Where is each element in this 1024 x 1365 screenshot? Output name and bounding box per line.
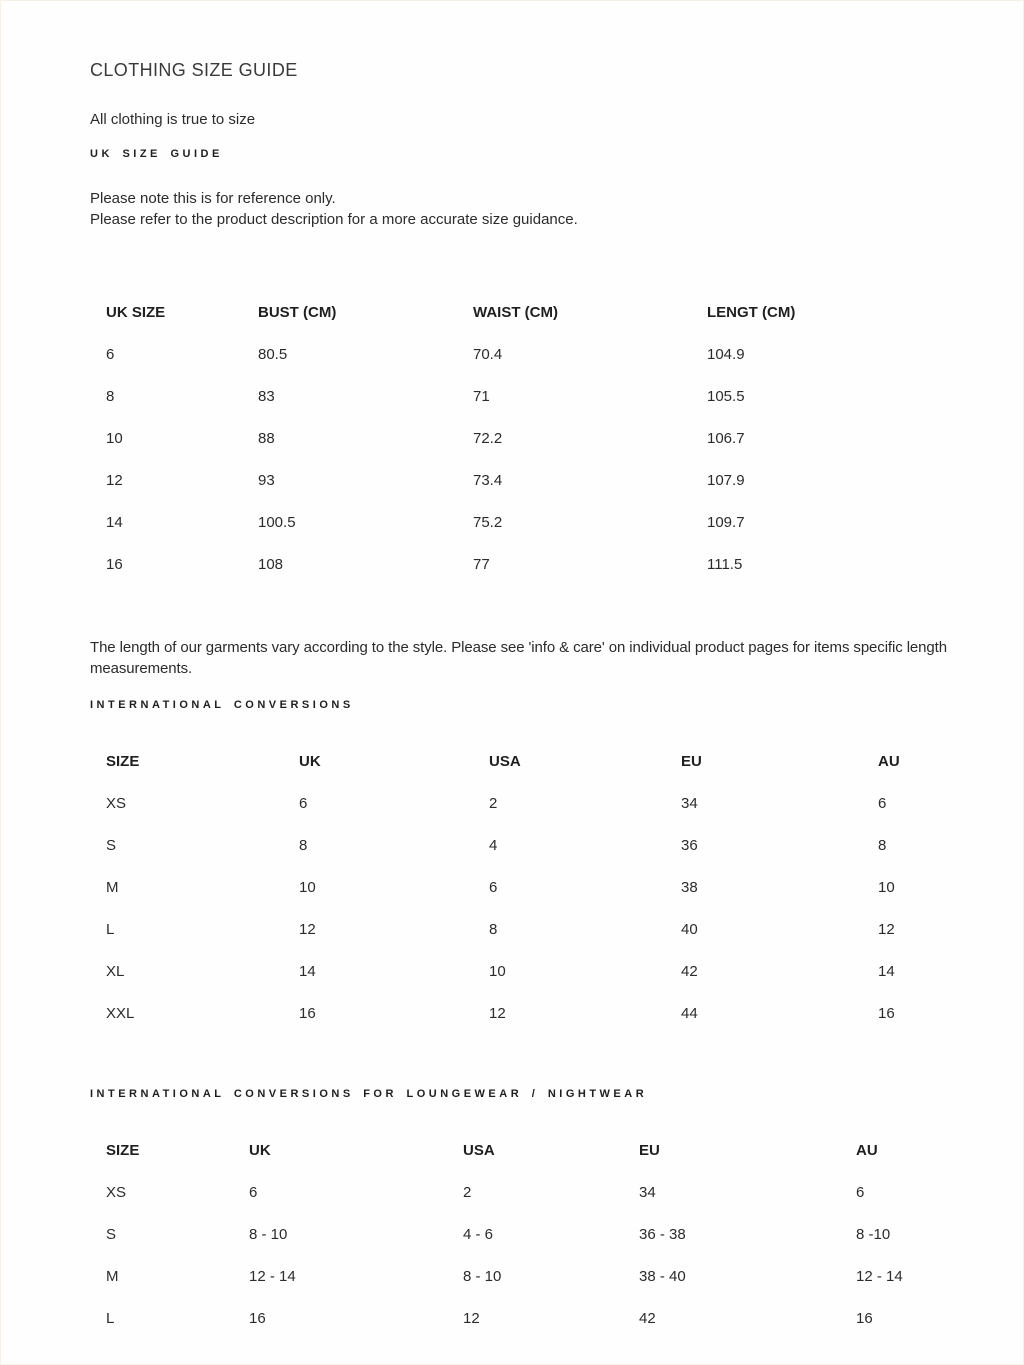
table-cell: 16 [878, 1004, 895, 1022]
table-cell: 2 [463, 1183, 472, 1201]
table-row [106, 782, 936, 824]
column-header: UK SIZE [106, 303, 166, 321]
table-cell: 6 [489, 878, 498, 896]
table-cell: 38 - 40 [639, 1267, 686, 1285]
table-cell: 44 [681, 1004, 698, 1022]
intro-text: All clothing is true to size [90, 111, 256, 128]
table-cell: M [106, 878, 119, 896]
column-header: EU [681, 752, 702, 770]
table-cell: 12 - 14 [249, 1267, 296, 1285]
table-row [106, 1255, 936, 1297]
table-cell: 12 [299, 920, 316, 938]
reference-note-line-1: Please note this is for reference only. [90, 190, 336, 207]
table-cell: 111.5 [707, 555, 743, 573]
table-cell: 42 [639, 1309, 656, 1327]
column-header: AU [878, 752, 900, 770]
table-cell: 6 [299, 794, 308, 812]
table-cell: 12 - 14 [856, 1267, 903, 1285]
table-row [106, 1297, 936, 1339]
international-conversions-header-row [106, 740, 936, 782]
table-cell: 34 [639, 1183, 656, 1201]
table-cell: 10 [299, 878, 316, 896]
table-cell: XL [106, 962, 125, 980]
table-cell: 10 [878, 878, 895, 896]
column-header: UK [299, 752, 321, 770]
column-header: USA [489, 752, 521, 770]
table-cell: S [106, 836, 117, 854]
table-cell: 70.4 [473, 345, 503, 363]
uk-size-table [106, 291, 867, 585]
table-cell: 77 [473, 555, 490, 573]
table-cell: 71 [473, 387, 490, 405]
table-cell: 109.7 [707, 513, 745, 531]
table-cell: XS [106, 794, 127, 812]
table-cell: 6 [106, 345, 115, 363]
table-cell: 4 [489, 836, 498, 854]
table-cell: 8 - 10 [249, 1225, 288, 1243]
table-cell: 12 [106, 471, 123, 489]
column-header: WAIST (CM) [473, 303, 558, 321]
table-cell: 88 [258, 429, 275, 447]
table-cell: 36 [681, 836, 698, 854]
table-cell: 4 - 6 [463, 1225, 494, 1243]
column-header: UK [249, 1141, 271, 1159]
reference-note-line-2: Please refer to the product description for a more accurate size guidance. [90, 211, 578, 228]
table-cell: 38 [681, 878, 698, 896]
table-cell: S [106, 1225, 117, 1243]
column-header: USA [463, 1141, 495, 1159]
table-row [106, 908, 936, 950]
table-cell: 34 [681, 794, 698, 812]
table-cell: 14 [106, 513, 123, 531]
international-conversions-table [106, 740, 936, 1034]
table-cell: 83 [258, 387, 275, 405]
loungewear-conversions-table [106, 1129, 936, 1339]
table-cell: 105.5 [707, 387, 745, 405]
table-cell: 8 [299, 836, 308, 854]
table-cell: 6 [249, 1183, 258, 1201]
table-cell: 107.9 [707, 471, 745, 489]
table-cell: 8 [878, 836, 887, 854]
table-cell: 16 [249, 1309, 266, 1327]
table-row [106, 459, 867, 501]
table-cell: 73.4 [473, 471, 503, 489]
table-row [106, 333, 867, 375]
table-row [106, 824, 936, 866]
table-cell: 8 - 10 [463, 1267, 502, 1285]
table-row [106, 1213, 936, 1255]
table-cell: L [106, 1309, 115, 1327]
column-header: EU [639, 1141, 660, 1159]
table-cell: 93 [258, 471, 275, 489]
column-header: SIZE [106, 1141, 140, 1159]
table-cell: 8 [106, 387, 115, 405]
table-cell: 12 [489, 1004, 506, 1022]
table-cell: 10 [489, 962, 506, 980]
table-cell: 8 [489, 920, 498, 938]
table-cell: 12 [463, 1309, 480, 1327]
table-cell: 100.5 [258, 513, 296, 531]
table-row [106, 1171, 936, 1213]
table-cell: 10 [106, 429, 123, 447]
table-cell: 6 [856, 1183, 865, 1201]
table-cell: 80.5 [258, 345, 288, 363]
table-row [106, 950, 936, 992]
table-cell: XXL [106, 1004, 135, 1022]
column-header: LENGT (CM) [707, 303, 796, 321]
table-cell: 106.7 [707, 429, 745, 447]
column-header: AU [856, 1141, 878, 1159]
table-row [106, 866, 936, 908]
reference-note [90, 188, 995, 230]
page-title: CLOTHING SIZE GUIDE [90, 60, 298, 80]
loungewear-conversions-header-row [106, 1129, 936, 1171]
section-heading-uk-size-guide: UK SIZE GUIDE [90, 148, 223, 160]
table-cell: 14 [299, 962, 316, 980]
table-cell: 16 [299, 1004, 316, 1022]
table-cell: 14 [878, 962, 895, 980]
column-header: BUST (CM) [258, 303, 337, 321]
table-row [106, 992, 936, 1034]
section-heading-loungewear-conversions: INTERNATIONAL CONVERSIONS FOR LOUNGEWEAR / NIGHTWEAR [90, 1088, 648, 1100]
table-cell: 12 [878, 920, 895, 938]
table-cell: 40 [681, 920, 698, 938]
table-cell: 108 [258, 555, 284, 573]
column-header: SIZE [106, 752, 140, 770]
table-cell: 2 [489, 794, 498, 812]
table-cell: 6 [878, 794, 887, 812]
table-cell: 42 [681, 962, 698, 980]
section-heading-international-conversions: INTERNATIONAL CONVERSIONS [90, 699, 354, 711]
table-cell: 104.9 [707, 345, 745, 363]
table-row [106, 543, 867, 585]
table-cell: 36 - 38 [639, 1225, 686, 1243]
uk-size-table-header-row [106, 291, 867, 333]
table-cell: 75.2 [473, 513, 503, 531]
table-cell: 16 [856, 1309, 873, 1327]
table-row [106, 501, 867, 543]
table-cell: 72.2 [473, 429, 503, 447]
length-footnote: The length of our garments vary according to the style. Please see 'info & care' on individual product pages for items specific length measurements. [90, 639, 947, 677]
table-row [106, 375, 867, 417]
table-cell: L [106, 920, 115, 938]
table-row [106, 417, 867, 459]
table-cell: 8 -10 [856, 1225, 891, 1243]
table-cell: 16 [106, 555, 123, 573]
table-cell: XS [106, 1183, 127, 1201]
table-cell: M [106, 1267, 119, 1285]
